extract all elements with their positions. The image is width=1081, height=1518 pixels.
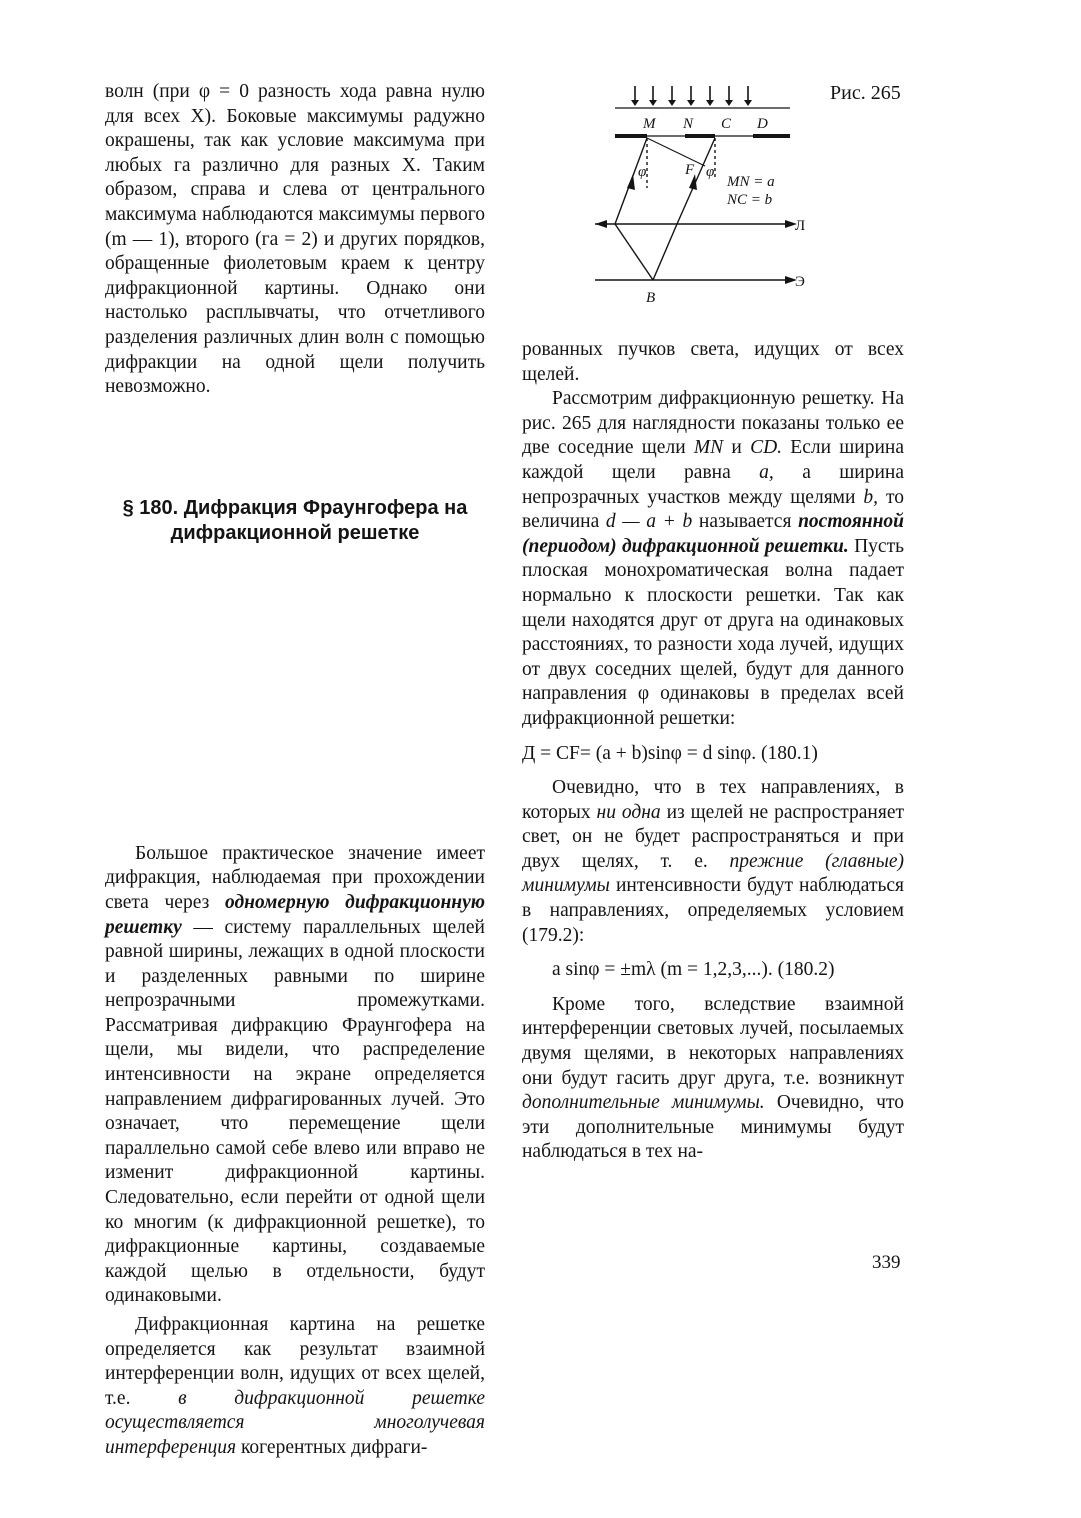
incident-wave-arrows	[631, 86, 752, 106]
figure-caption: Рис. 265	[830, 82, 901, 104]
right-column	[522, 338, 904, 1165]
paragraph: Большое практическое значение имеет дифракция, наблюдаемая при прохождении света через одномерную дифракционную решетку — систему параллельных щелей равной ширины, лежащих в одной плоскости и разделенных равными по ширине непрозрачными промежутками. Рассматривая дифракцию Фраунгофера на щели, мы видели, что распределение интенсивности на экране определяется направлением дифрагированных лучей. Это означает, что перемещение щели параллельно самой себе влево или вправо не изменит дифракционной картины. Следовательно, если перейти от одной щели ко многим (к дифракционной решетке), то дифракционные картины, создаваемые каждой щелью в отдельности, будут одинаковыми.	[105, 842, 485, 1307]
paragraph: Рассмотрим дифракционную решетку. На рис. 265 для наглядности показаны только ее две соседние щели MN и CD. Если ширина каждой щели равна a, а ширина непрозрачных участков между щелями b, то величина d — a + b называется постоянной (периодом) дифракционной решетки. Пусть плоская монохроматическая волна падает нормально к плоскости решетки. Так как щели находятся друг от друга на одинаковых расстояниях, то разности хода лучей, идущих от двух соседних щелей, будут для данного направления φ одинаковы в пределах всей дифракционной решетки:	[522, 388, 905, 729]
rays	[595, 138, 790, 280]
paragraph: волн (при φ = 0 разность хода равна нулю для всех X). Боковые максимумы радужно окрашены, так как условие максимума при любых га различно для разных X. Таким образом, справа и слева от центрального максимума наблюдаются максимумы первого (m — 1), второго (га = 2) и других порядков, обращенные фиолетовым краем к центру дифракционной картины. Однако они настолько расплывчаты, что отчетливого разделения различных длин волн с помощью дифракции на одной щели получить невозможно.	[105, 81, 485, 398]
label-f: F	[685, 162, 695, 178]
label-m: M	[643, 116, 656, 132]
figure-svg	[585, 78, 825, 308]
label-n: N	[683, 116, 694, 132]
paragraph: Дифракционная картина на решетке определяется как результат взаимной интерференции волн, идущих от всех щелей, т.е. в дифракционной решетке осуществляется многолучевая интерференция когерентных дифраги-	[105, 1314, 485, 1458]
label-c: C	[721, 116, 732, 132]
paragraph: Кроме того, вследствие взаимной интерференции световых лучей, посылаемых двумя щелями, в некоторых направлениях они будут гасить друг друга, т.е. возникнут дополнительные минимумы. Очевидно, что эти дополнительные минимумы будут наблюдаться в тех на-	[522, 993, 904, 1163]
label-phi-left: φ	[638, 164, 647, 180]
paragraph: рованных пучков света, идущих от всех щелей.	[522, 339, 904, 385]
label-d: D	[757, 116, 768, 132]
label-nc: NC = b	[727, 192, 773, 208]
label-b: B	[646, 290, 656, 306]
left-column	[105, 80, 485, 1461]
formula-180-2: a sinφ = ±mλ (m = 1,2,3,...). (180.2)	[552, 959, 835, 981]
formula-180-1: Д = CF= (a + b)sinφ = d sinφ. (180.1)	[522, 742, 818, 764]
label-lens: Л	[795, 218, 806, 234]
arrowheads	[595, 174, 797, 284]
label-screen: Э	[795, 274, 805, 290]
label-phi-right: φ	[706, 164, 715, 180]
section-heading: § 180. Дифракция Фраунгофера на дифракционной решетке	[122, 497, 468, 544]
paragraph: Очевидно, что в тех направлениях, в которых ни одна из щелей не распространяет свет, он не будет распространяться и при двух щелях, т. е. прежние (главные) минимумы интенсивности будут наблюдаться в направлениях, определяемых условием (179.2):	[522, 777, 905, 946]
diffraction-grating-figure	[585, 78, 825, 313]
page-number: 339	[872, 1252, 901, 1273]
label-mn: MN = a	[727, 174, 775, 190]
